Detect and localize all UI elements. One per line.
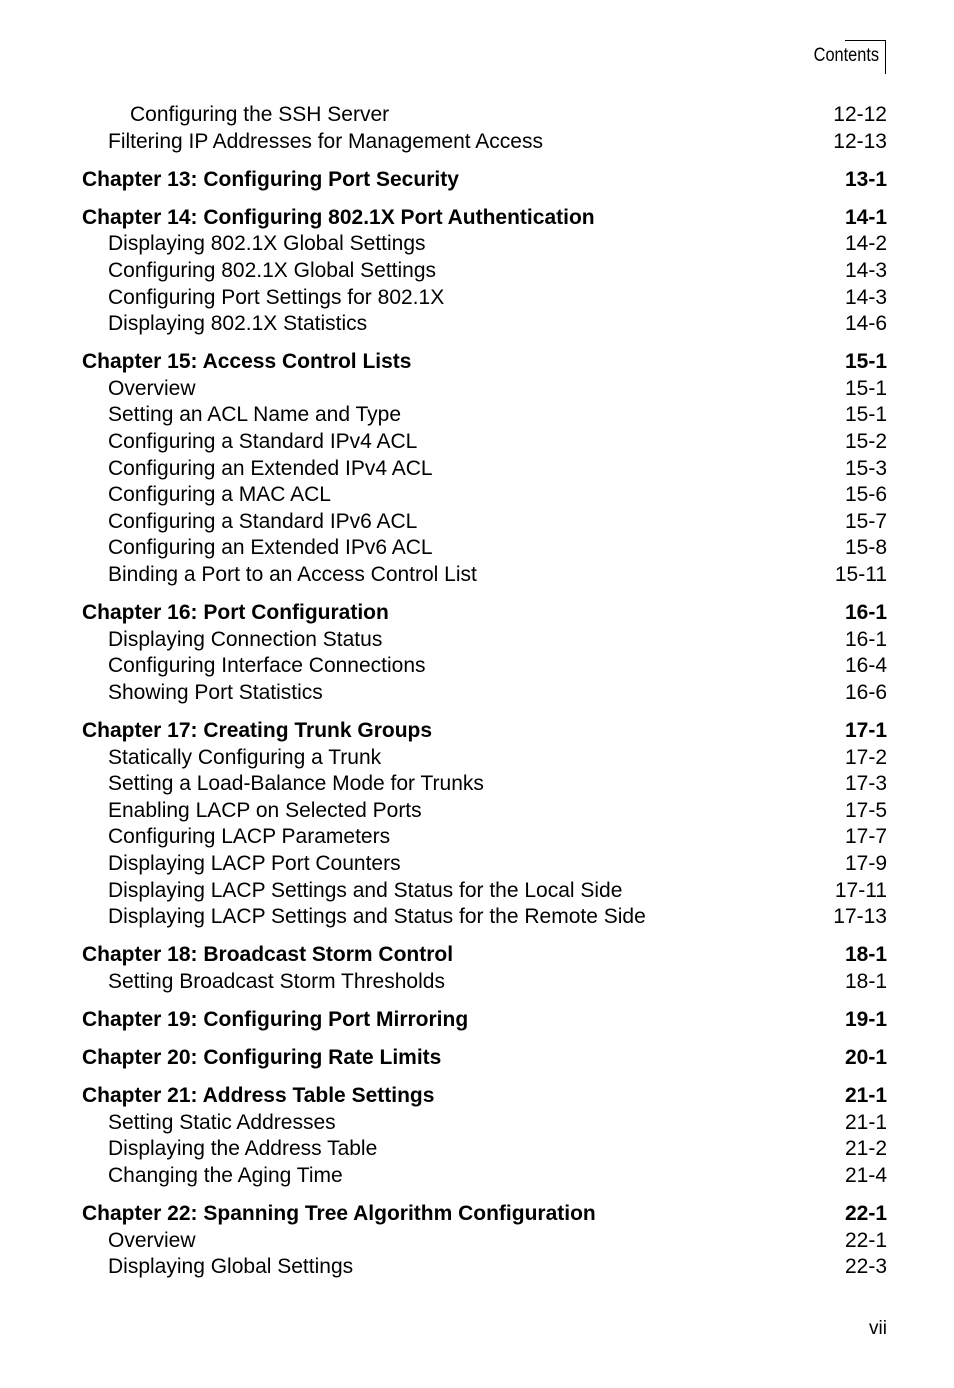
toc-entry-page: 19-1 [844, 1007, 887, 1031]
toc-chapter-entry[interactable] [82, 1045, 887, 1072]
toc-entry-title: Chapter 22: Spanning Tree Algorithm Configuration [82, 1201, 596, 1225]
toc-entry-page: 18-1 [844, 969, 887, 993]
toc-section-entry[interactable] [82, 745, 887, 772]
toc-entry-page: 14-2 [844, 232, 887, 256]
toc-entry-page: 16-1 [844, 601, 887, 625]
header-rule [845, 40, 885, 41]
toc-entry-title: Chapter 20: Configuring Rate Limits [82, 1046, 442, 1069]
toc-entry-page: 17-11 [834, 878, 887, 902]
toc-group [82, 102, 887, 155]
toc-entry-title: Statically Configuring a Trunk [108, 745, 382, 769]
header-label: Contents [813, 45, 879, 66]
toc-entry-page: 21-1 [844, 1084, 887, 1108]
toc-entry-title: Configuring a Standard IPv4 ACL [108, 430, 418, 454]
toc-entry-title: Setting a Load-Balance Mode for Trunks [108, 772, 484, 796]
toc-chapter-entry[interactable] [82, 718, 887, 745]
toc-section-entry[interactable] [82, 878, 887, 905]
toc-entry-title: Setting an ACL Name and Type [108, 403, 402, 427]
toc-section-entry[interactable] [82, 1163, 887, 1190]
toc-entry-title: Overview [108, 1228, 196, 1252]
toc-entry-page: 14-1 [844, 205, 887, 229]
toc-entry-page: 22-3 [844, 1255, 887, 1279]
toc-entry-title: Configuring the SSH Server [130, 103, 390, 126]
toc-entry-title: Displaying the Address Table [108, 1137, 378, 1161]
running-header [803, 40, 886, 74]
toc-entry-title: Chapter 13: Configuring Port Security [82, 167, 459, 191]
toc-group [82, 1201, 887, 1281]
toc-entry-page: 15-6 [844, 483, 887, 507]
toc-entry-title: Displaying Connection Status [108, 627, 383, 651]
toc-entry-title: Displaying 802.1X Statistics [108, 312, 368, 336]
toc-entry-title: Chapter 21: Address Table Settings [82, 1084, 435, 1108]
toc-chapter-entry[interactable] [82, 349, 887, 376]
toc-entry-page: 21-1 [844, 1110, 887, 1134]
toc-section-entry[interactable] [82, 798, 887, 825]
toc-entry-title: Configuring Interface Connections [108, 654, 426, 678]
toc-group [82, 1045, 887, 1072]
toc-entry-title: Overview [108, 376, 196, 400]
toc-group [82, 1083, 887, 1189]
toc-entry-page: 14-3 [844, 285, 887, 309]
toc-section-entry[interactable] [82, 904, 887, 931]
toc-entry-title: Configuring an Extended IPv4 ACL [108, 456, 433, 480]
toc-entry-title: Configuring a Standard IPv6 ACL [108, 509, 418, 533]
toc-entry-page: 22-1 [844, 1201, 887, 1225]
toc-entry-page: 15-11 [834, 563, 887, 586]
toc-section-entry[interactable] [82, 562, 887, 589]
toc-entry-page: 18-1 [844, 943, 887, 967]
toc-entry-page: 15-1 [844, 376, 887, 400]
toc-entry-page: 16-4 [844, 654, 887, 678]
toc-entry-title: Displaying LACP Settings and Status for the Remote Side [108, 905, 646, 929]
toc-group [82, 167, 887, 194]
toc-chapter-entry[interactable] [82, 1201, 887, 1228]
toc-section-entry[interactable] [82, 969, 887, 996]
toc-entry-page: 15-7 [844, 509, 887, 533]
toc-section-entry[interactable] [82, 627, 887, 654]
toc-group [82, 942, 887, 995]
toc-entry-title: Binding a Port to an Access Control List [108, 563, 477, 586]
toc-section-entry[interactable] [82, 376, 887, 403]
toc-entry-page: 17-9 [844, 851, 887, 875]
toc-entry-title: Filtering IP Addresses for Management Access [108, 129, 543, 153]
toc-entry-title: Chapter 15: Access Control Lists [82, 350, 412, 374]
toc-entry-title: Changing the Aging Time [108, 1163, 343, 1187]
toc-entry-title: Chapter 14: Configuring 802.1X Port Authentication [82, 205, 595, 229]
toc-group [82, 1007, 887, 1034]
toc-entry-page: 17-13 [833, 905, 887, 929]
toc-group [82, 718, 887, 931]
toc-entry-page: 15-8 [844, 536, 887, 560]
toc-entry-title: Showing Port Statistics [108, 680, 323, 704]
toc-section-entry[interactable] [82, 311, 887, 338]
toc-chapter-entry[interactable] [82, 1007, 887, 1034]
toc-section-entry[interactable] [82, 402, 887, 429]
toc-section-entry[interactable] [82, 1110, 887, 1137]
toc-entry-title: Setting Broadcast Storm Thresholds [108, 969, 445, 993]
toc-section-entry[interactable] [82, 429, 887, 456]
toc-section-entry[interactable] [82, 129, 887, 156]
toc-entry-page: 12-13 [833, 129, 887, 153]
toc-section-entry[interactable] [82, 535, 887, 562]
toc-entry-page: 15-1 [844, 403, 887, 427]
toc-entry-page: 21-4 [844, 1163, 887, 1187]
toc-entry-page: 17-7 [844, 825, 887, 849]
toc-section-entry[interactable] [82, 231, 887, 258]
table-of-contents [82, 102, 887, 1292]
toc-entry-page: 14-3 [844, 258, 887, 282]
toc-entry-title: Enabling LACP on Selected Ports [108, 798, 422, 822]
toc-group [82, 349, 887, 588]
toc-entry-page: 16-6 [844, 680, 887, 704]
toc-entry-page: 12-12 [833, 103, 887, 126]
toc-chapter-entry[interactable] [82, 167, 887, 194]
toc-entry-title: Displaying LACP Port Counters [108, 851, 401, 875]
toc-entry-title: Chapter 17: Creating Trunk Groups [82, 718, 433, 742]
toc-entry-title: Setting Static Addresses [108, 1110, 336, 1134]
toc-entry-page: 15-3 [844, 456, 887, 480]
toc-section-entry[interactable] [82, 1136, 887, 1163]
toc-chapter-entry[interactable] [82, 600, 887, 627]
toc-section-entry[interactable] [82, 851, 887, 878]
toc-chapter-entry[interactable] [82, 205, 887, 232]
toc-section-entry[interactable] [82, 509, 887, 536]
toc-entry-page: 20-1 [844, 1046, 887, 1069]
toc-entry-title: Configuring a MAC ACL [108, 483, 331, 507]
toc-entry-page: 13-1 [844, 167, 887, 191]
toc-entry-title: Displaying 802.1X Global Settings [108, 232, 426, 256]
toc-section-entry[interactable] [82, 285, 887, 312]
toc-section-entry[interactable] [82, 653, 887, 680]
toc-section-entry[interactable] [82, 680, 887, 707]
toc-section-entry[interactable] [82, 258, 887, 285]
toc-entry-page: 17-2 [844, 745, 887, 769]
toc-section-entry[interactable] [82, 824, 887, 851]
toc-entry-page: 14-6 [844, 312, 887, 336]
toc-group [82, 205, 887, 338]
toc-entry-title: Chapter 19: Configuring Port Mirroring [82, 1007, 469, 1031]
toc-entry-page: 17-5 [844, 798, 887, 822]
toc-section-entry[interactable] [82, 102, 887, 129]
toc-entry-page: 22-1 [844, 1228, 887, 1252]
toc-section-entry[interactable] [82, 456, 887, 483]
page-number: vii [869, 1318, 887, 1339]
toc-entry-title: Configuring Port Settings for 802.1X [108, 285, 445, 309]
toc-entry-title: Displaying LACP Settings and Status for the Local Side [108, 878, 623, 902]
toc-entry-page: 17-3 [844, 772, 887, 796]
toc-entry-title: Chapter 18: Broadcast Storm Control [82, 943, 454, 967]
toc-entry-page: 17-1 [844, 718, 887, 742]
toc-section-entry[interactable] [82, 1228, 887, 1255]
toc-entry-title: Displaying Global Settings [108, 1255, 354, 1279]
toc-entry-title: Configuring an Extended IPv6 ACL [108, 536, 433, 560]
toc-group [82, 600, 887, 706]
toc-section-entry[interactable] [82, 1254, 887, 1281]
toc-chapter-entry[interactable] [82, 942, 887, 969]
toc-entry-page: 21-2 [844, 1137, 887, 1161]
toc-entry-page: 15-2 [844, 430, 887, 454]
toc-section-entry[interactable] [82, 482, 887, 509]
toc-chapter-entry[interactable] [82, 1083, 887, 1110]
toc-entry-title: Configuring 802.1X Global Settings [108, 258, 437, 282]
toc-section-entry[interactable] [82, 771, 887, 798]
toc-entry-page: 15-1 [844, 350, 887, 374]
toc-entry-title: Configuring LACP Parameters [108, 825, 391, 849]
toc-entry-page: 16-1 [844, 627, 887, 651]
toc-entry-title: Chapter 16: Port Configuration [82, 601, 389, 625]
